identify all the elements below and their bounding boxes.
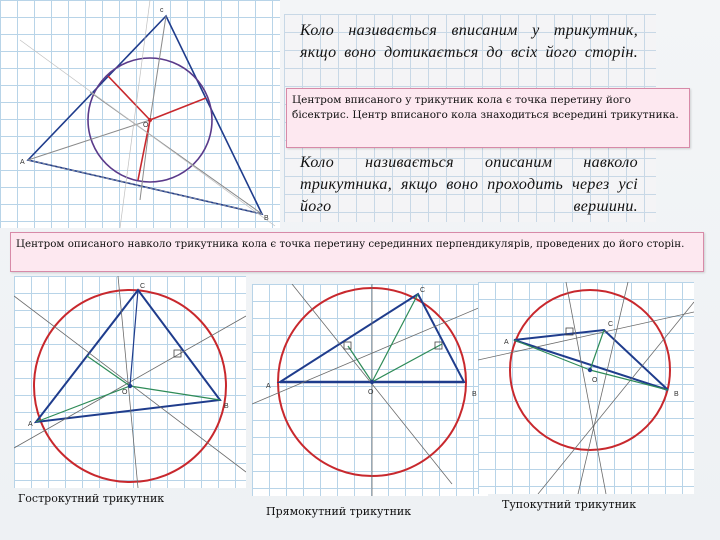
obtuse-triangle-panel <box>478 282 694 494</box>
acute-radius-4 <box>87 356 130 386</box>
acute-perp-2 <box>118 276 138 488</box>
circumscribed-circle-definition: Коло називається описаним навколо трикутника, якщо воно проходить через усі його вершини. <box>300 154 638 215</box>
incircle-diagram <box>0 0 280 228</box>
construction-line-2 <box>120 0 150 228</box>
obtuse-label-left: A <box>504 339 509 346</box>
obtuse-perp-4 <box>578 282 628 494</box>
radius-right <box>150 98 206 120</box>
acute-radius-1 <box>130 290 138 386</box>
obtuse-center-point <box>588 368 592 372</box>
incenter-note: Центром вписаного у трикутник кола є точка перетину його бісектрис. Центр вписаного кола знаходиться всередині трикутника. <box>286 88 690 148</box>
inscribed-circle-definition: Коло називається вписаним у трикутник, якщо воно дотикається до всіх його сторін. <box>300 22 638 61</box>
acute-label-left: A <box>28 421 33 428</box>
incircle-label-top: c <box>160 7 164 14</box>
obtuse-label-center: O <box>592 377 598 384</box>
obtuse-triangle <box>514 330 668 390</box>
right-radius-1 <box>372 294 418 382</box>
acute-label-top: C <box>140 283 146 290</box>
right-center-point <box>370 380 374 384</box>
right-label-right: B <box>472 391 477 398</box>
incenter-point <box>148 118 152 122</box>
obtuse-radius-3 <box>590 330 604 370</box>
obtuse-triangle-diagram <box>478 282 694 494</box>
construction-line-1 <box>20 40 275 226</box>
acute-triangle-panel <box>14 276 246 488</box>
acute-triangle-caption: Гострокутний трикутник <box>18 492 165 505</box>
right-triangle-caption: Прямокутний трикутник <box>266 505 412 518</box>
obtuse-triangle-caption: Тупокутний трикутник <box>502 498 637 511</box>
incircle-label-right: B <box>264 215 269 222</box>
circumcenter-note: Центром описаного навколо трикутника кола є точка перетину серединних перпендикулярів, проведених до його сторін. <box>10 232 704 272</box>
right-triangle-diagram <box>252 284 488 496</box>
bisector-top <box>150 16 166 120</box>
obtuse-radius-1 <box>514 340 590 370</box>
obtuse-label-right: B <box>674 391 679 398</box>
radius-left <box>108 76 150 120</box>
acute-triangle-diagram <box>14 276 246 488</box>
acute-label-center: O <box>122 389 128 396</box>
incircle-figure-panel <box>0 0 280 228</box>
obtuse-label-middle: C <box>608 321 614 328</box>
obtuse-perp-1 <box>566 282 606 494</box>
acute-center-point <box>128 384 132 388</box>
acute-label-right: B <box>224 403 229 410</box>
incircle-label-center: O <box>143 122 149 129</box>
obtuse-perp-2 <box>538 302 694 494</box>
right-label-left: A <box>266 383 271 390</box>
acute-radius-3 <box>130 386 220 400</box>
incircle-label-left: A <box>20 159 25 166</box>
acute-triangle <box>36 290 220 422</box>
right-label-top: C <box>420 287 426 294</box>
right-radius-2 <box>348 346 372 382</box>
right-triangle-panel <box>252 284 488 496</box>
right-label-center: O <box>368 389 374 396</box>
